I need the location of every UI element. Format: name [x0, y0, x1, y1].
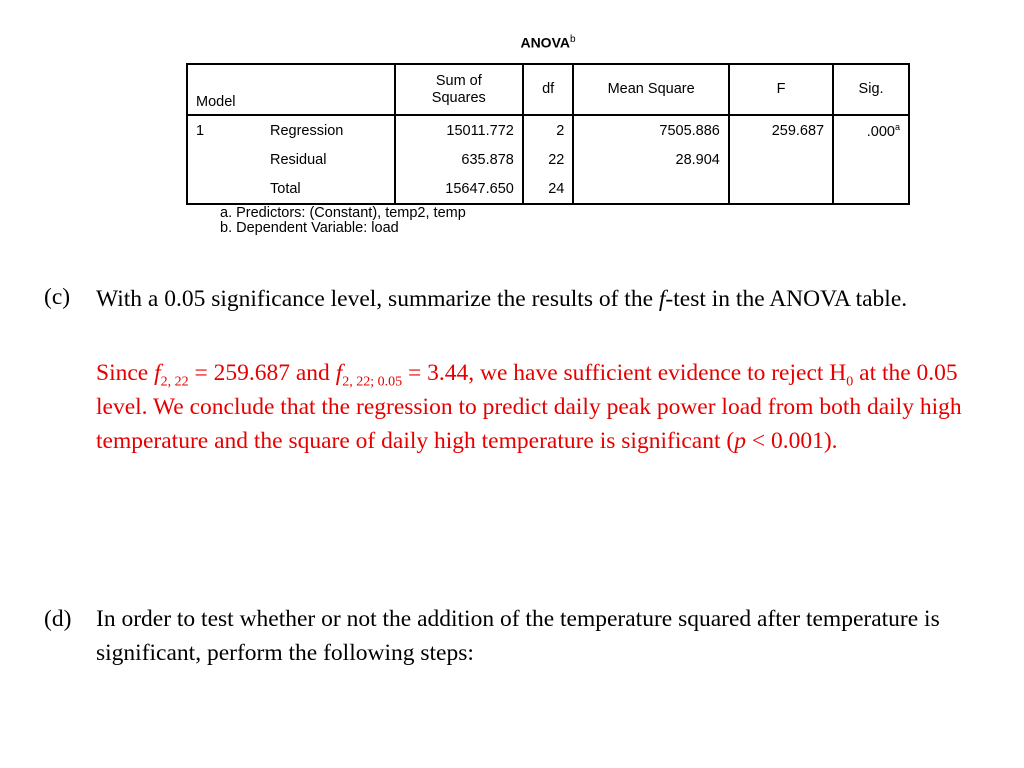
- cell-mean-square: [573, 174, 729, 204]
- table-row: [187, 145, 909, 174]
- header-sum-of-squares: Sum of Squares: [395, 64, 523, 115]
- header-mean-square: Mean Square: [573, 64, 729, 115]
- anova-title: ANOVA$^b$: [520, 34, 576, 51]
- cell-f: [729, 174, 833, 204]
- anova-table: [186, 63, 910, 205]
- cell-model: 1: [196, 122, 205, 139]
- cell-sig: [833, 174, 909, 204]
- cell-df: 2: [523, 115, 574, 145]
- cell-mean-square: 28.904: [573, 145, 729, 174]
- table-row: [187, 115, 909, 145]
- header-sig: Sig.: [833, 64, 909, 115]
- cell-df: 24: [523, 174, 574, 204]
- cell-model: [187, 145, 264, 174]
- anova-header-row: [187, 64, 909, 115]
- part-d-label: (d): [44, 606, 72, 632]
- cell-sig: .000$^a$: [866, 121, 900, 140]
- cell-source: Regression: [264, 115, 395, 145]
- part-c-answer: Since $f_{2, 22} = 259.687$ and $f_{2, 22; 0.05} = 3.44$, we have sufficient evidence to reject $H_0$ at the 0.05 level. We conclude that the regression to predict daily peak power load from both daily high temperature and the square of daily high temperature is significant (p < 0.001).: [96, 360, 962, 454]
- cell-sum-of-squares: 15647.650: [395, 174, 523, 204]
- cell-sig: [833, 145, 909, 174]
- cell-f: 259.687: [729, 115, 833, 145]
- cell-source: Total: [264, 174, 395, 204]
- cell-sum-of-squares: 635.878: [395, 145, 523, 174]
- cell-f: [729, 145, 833, 174]
- table-row: [187, 174, 909, 204]
- part-c-label: (c): [44, 284, 71, 310]
- anova-footnotes: [220, 206, 466, 236]
- cell-model: [187, 174, 264, 204]
- part-c-question: With a 0.05 significance level, summarize the results of the f-test in the ANOVA table.: [96, 286, 908, 312]
- header-model: Model: [187, 64, 395, 115]
- header-df: df: [523, 64, 574, 115]
- footnote-b: b. Dependent Variable: load: [220, 220, 399, 236]
- cell-df: 22: [523, 145, 574, 174]
- cell-sum-of-squares: 15011.772: [395, 115, 523, 145]
- cell-source: Residual: [264, 145, 395, 174]
- cell-mean-square: 7505.886: [573, 115, 729, 145]
- part-d-question: In order to test whether or not the addition of the temperature squared after temperature is significant, perform the following steps:: [96, 606, 940, 666]
- header-f: F: [729, 64, 833, 115]
- footnote-a: a. Predictors: (Constant), temp2, temp: [220, 205, 466, 221]
